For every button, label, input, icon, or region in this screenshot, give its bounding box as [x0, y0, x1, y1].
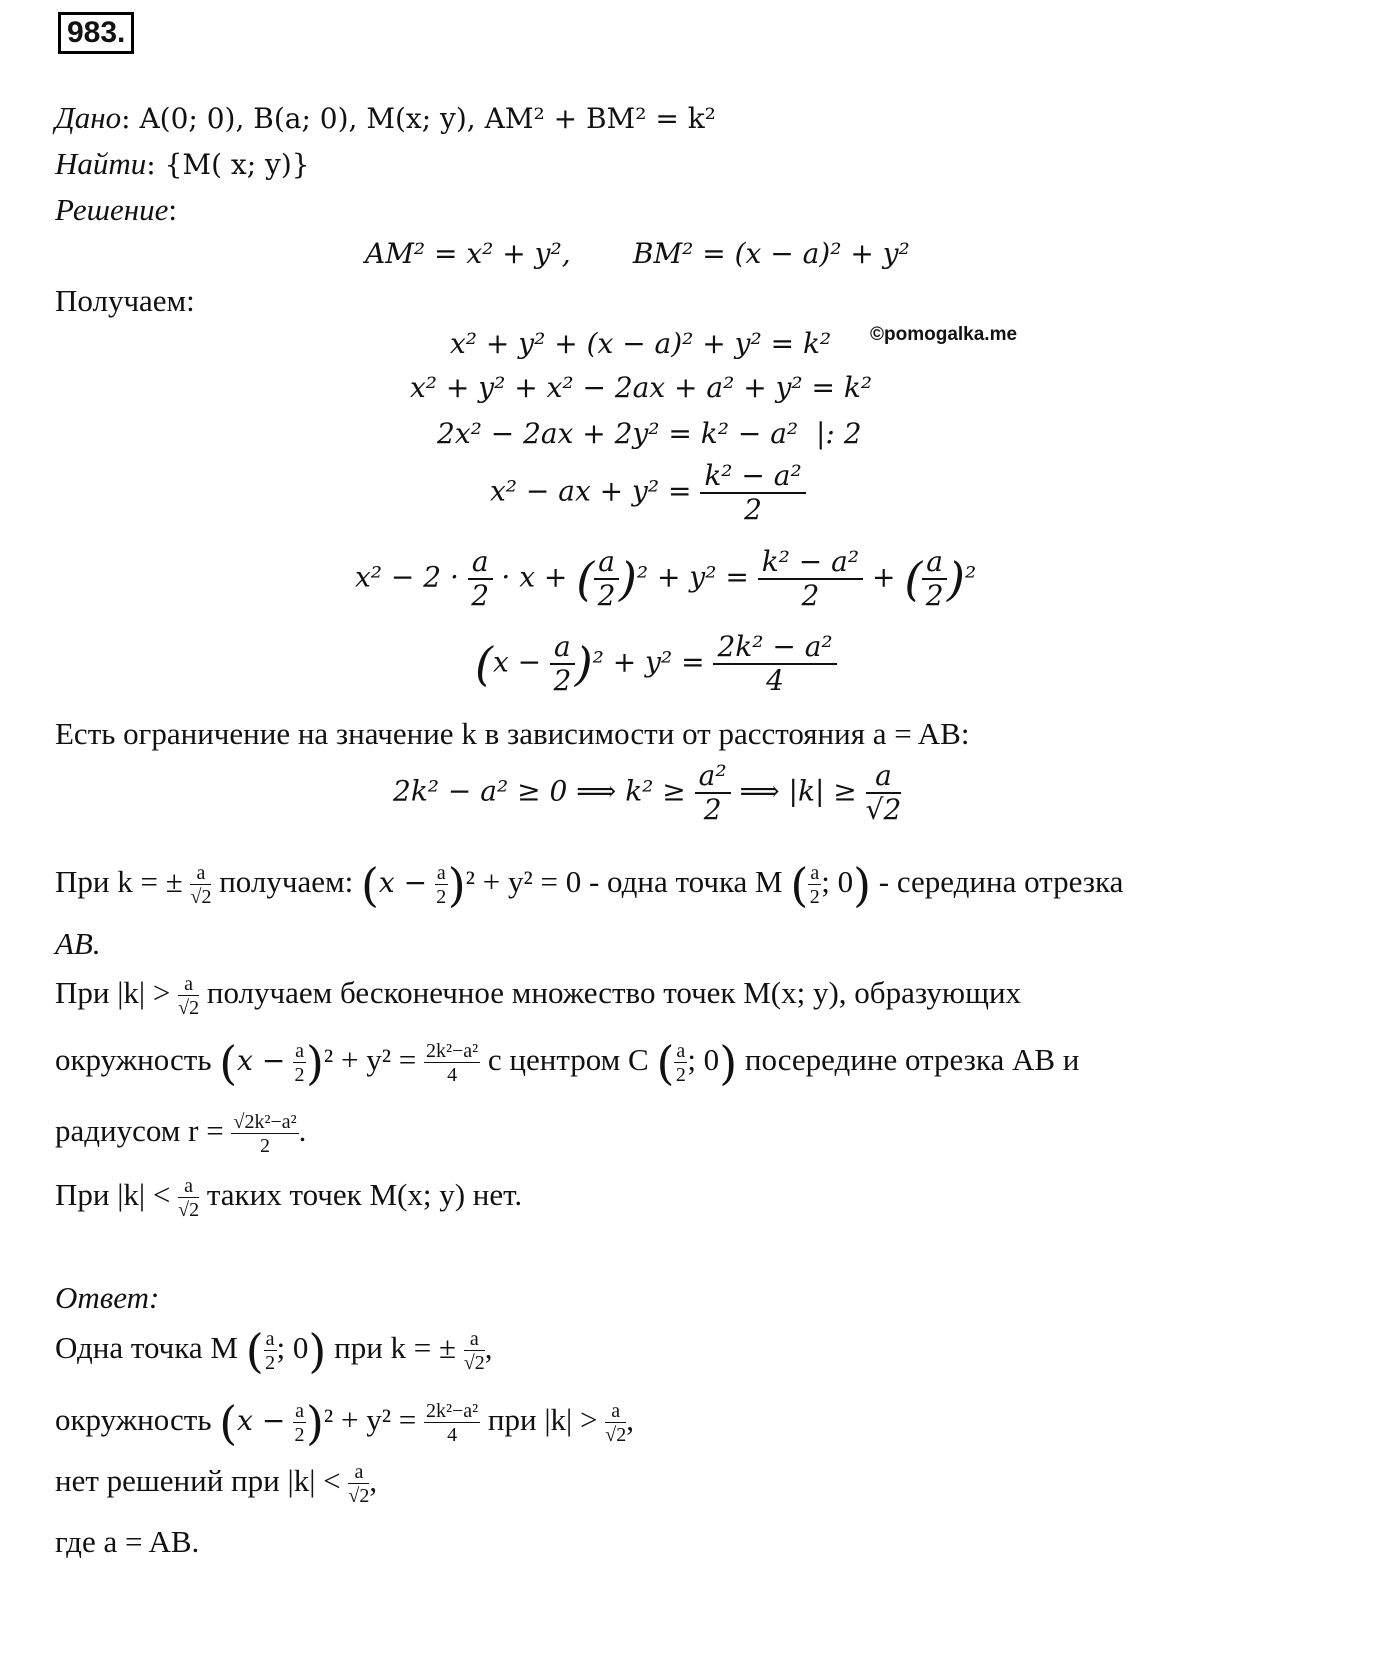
text-part: окружность: [55, 1042, 212, 1078]
text-part: получаем:: [219, 864, 354, 900]
fraction-denominator: 2: [436, 886, 447, 908]
solution-line: [55, 194, 177, 225]
fraction: [695, 759, 731, 826]
text-part: .: [298, 1113, 307, 1149]
eq-simplified: 2x² − 2ax + 2y² = k² − a² |: 2: [437, 417, 862, 450]
right-paren: ): [719, 1036, 738, 1090]
text-part: при k = ±: [334, 1330, 457, 1366]
fraction-denominator: 2: [597, 579, 616, 612]
text-part: ² + y² =: [323, 1402, 417, 1438]
fraction-numerator: a: [178, 1176, 199, 1198]
fraction-denominator: √2: [348, 1485, 370, 1507]
text-part: x −: [237, 1044, 286, 1078]
fraction-denominator: 2: [553, 664, 572, 697]
answer-line2: [55, 1396, 634, 1450]
case-less-line: [55, 1176, 522, 1220]
fraction-numerator: a: [605, 1401, 626, 1423]
fraction-numerator: 2k²−a²: [425, 1040, 479, 1062]
eq-part: 2k² − a² ≥ 0 ⟹ k² ≥: [393, 774, 686, 808]
eq-part: · x +: [501, 560, 568, 594]
fraction-denominator: 2: [703, 793, 722, 826]
text-part: посередине отрезка AB и: [744, 1042, 1080, 1078]
right-paren: ): [574, 637, 593, 691]
fraction-denominator: 2: [801, 579, 820, 612]
fraction-denominator: √2: [178, 997, 200, 1019]
case-equal-ab: AB.: [55, 926, 101, 961]
fraction-denominator: √2: [190, 886, 212, 908]
answer-label: Ответ:: [55, 1280, 160, 1315]
find-label: Найти: [55, 146, 147, 181]
fraction-denominator: 2: [744, 493, 762, 526]
eq-expanded: x² + y² + x² − 2ax + a² + y² = k²: [410, 371, 873, 404]
left-paren: (: [360, 858, 379, 912]
text-part: нет решений при |k| <: [55, 1463, 341, 1499]
eq-completing-square: [355, 545, 977, 612]
text-part: радиусом r =: [55, 1113, 224, 1149]
fraction-numerator: a: [295, 1040, 304, 1062]
left-paren: (: [576, 552, 595, 606]
text-part: ; 0: [821, 864, 854, 900]
fraction-numerator: a: [436, 862, 446, 884]
find-line: [55, 148, 310, 179]
fraction: [293, 1401, 306, 1445]
fraction: [865, 759, 902, 826]
text-part: таких точек M(x; y) нет.: [206, 1177, 523, 1213]
eq-restriction: [393, 759, 902, 826]
fraction-numerator: a: [295, 1400, 304, 1422]
text-part: при |k| >: [487, 1402, 598, 1438]
right-paren: ): [947, 552, 965, 606]
fraction: [190, 863, 211, 907]
fraction: [674, 1041, 687, 1085]
eq-sum: x² + y² + (x − a)² + y² = k²: [450, 327, 832, 360]
text-part: с центром C: [487, 1042, 649, 1078]
fraction: [713, 630, 836, 697]
text-part: окружность: [55, 1402, 212, 1438]
eq-halved-left: x² − ax + y² =: [490, 474, 692, 508]
text-part: ² + y² = 0 - одна точка M: [465, 864, 783, 900]
given-label: Дано: [55, 100, 122, 135]
fraction-numerator: 2k²−a²: [425, 1400, 479, 1422]
text-part: При k = ±: [55, 864, 183, 900]
text-part: - середина отрезка: [878, 864, 1124, 900]
fraction: [424, 1041, 480, 1085]
answer-line4: где a = AB.: [55, 1524, 200, 1559]
fraction-numerator: a: [178, 974, 199, 996]
eq-circle: [475, 630, 837, 697]
fraction: [550, 630, 575, 697]
fraction-numerator: a: [464, 1329, 485, 1351]
left-paren: (: [790, 858, 809, 912]
fraction-denominator: 2: [265, 1352, 276, 1374]
eq-part: x −: [492, 645, 542, 679]
fraction: [424, 1401, 480, 1445]
text-part: ,: [626, 1402, 634, 1438]
fraction-denominator: √2: [865, 793, 902, 826]
fraction-numerator: a: [676, 1040, 686, 1062]
left-paren: (: [656, 1036, 675, 1090]
eq-part: ² + y² =: [592, 645, 705, 679]
fraction-denominator: 2: [925, 579, 944, 612]
text-part: ,: [369, 1463, 378, 1499]
fraction: [435, 863, 448, 907]
fraction-numerator: a: [348, 1462, 369, 1484]
given-text: : A(0; 0), B(a; 0), M(x; y), AM² + BM² = k²: [121, 102, 716, 135]
we-get-text: Получаем:: [55, 283, 195, 318]
fraction: [594, 545, 619, 612]
fraction-denominator: √2: [463, 1352, 485, 1374]
left-paren: (: [219, 1396, 238, 1450]
fraction-numerator: a: [265, 1328, 275, 1350]
text-part: При |k| >: [55, 975, 171, 1011]
find-text: : {M( x; y)}: [146, 148, 310, 181]
eq-part: +: [871, 560, 896, 594]
solution-colon: :: [168, 192, 177, 227]
text-part: x −: [237, 1404, 286, 1438]
fraction: [231, 1112, 298, 1156]
left-paren: (: [904, 552, 923, 606]
text-part: При |k| <: [55, 1177, 171, 1213]
text-part: ² + y² =: [323, 1042, 417, 1078]
text-part: Одна точка M: [55, 1330, 238, 1366]
text-part: x −: [378, 866, 428, 900]
fraction-denominator: 2: [471, 579, 490, 612]
answer-line3: [55, 1462, 377, 1506]
fraction-denominator: 2: [294, 1064, 305, 1086]
fraction-numerator: a: [468, 548, 493, 580]
eq-part: ² + y² =: [636, 560, 749, 594]
solution-label: Решение: [55, 192, 169, 227]
fraction-numerator: a: [190, 863, 211, 885]
fraction: [178, 1176, 199, 1220]
text-part: получаем бесконечное множество точек M(x; y), образующих: [206, 975, 1022, 1011]
fraction-denominator: 4: [447, 1064, 458, 1086]
eq-distances: AM² = x² + y², BM² = (x − a)² + y²: [365, 237, 910, 270]
fraction: [178, 974, 199, 1018]
fraction-denominator: 2: [260, 1135, 271, 1157]
eq-halved: [490, 459, 806, 526]
answer-line1: [55, 1324, 493, 1378]
left-paren: (: [219, 1036, 238, 1090]
eq-part: ²: [964, 560, 977, 594]
restriction-text: Есть ограничение на значение k в зависимости от расстояния a = AB:: [55, 716, 970, 751]
case-greater-line2: [55, 1036, 1080, 1090]
fraction: [808, 863, 821, 907]
fraction: [348, 1462, 369, 1506]
fraction-denominator: 2: [675, 1064, 686, 1086]
right-paren: ): [853, 858, 872, 912]
right-paren: ): [305, 1036, 324, 1090]
fraction: [922, 545, 947, 612]
fraction-numerator: 2k² − a²: [713, 633, 836, 665]
fraction-numerator: a: [922, 548, 947, 580]
fraction: [464, 1329, 485, 1373]
fraction-numerator: a: [594, 548, 619, 580]
problem-number: 983.: [58, 12, 134, 54]
given-line: [55, 102, 716, 133]
fraction: [758, 545, 863, 612]
fraction-numerator: k² − a²: [700, 462, 805, 494]
right-paren: ): [618, 552, 637, 606]
text-part: ,: [484, 1330, 493, 1366]
fraction-denominator: 2: [294, 1424, 305, 1446]
fraction-denominator: 2: [809, 886, 820, 908]
fraction-numerator: k² − a²: [758, 548, 863, 580]
case-greater-line1: [55, 974, 1021, 1018]
fraction-numerator: a²: [695, 762, 731, 794]
eq-part: x² − 2 ·: [355, 560, 459, 594]
fraction-denominator: 4: [766, 664, 784, 697]
fraction-denominator: √2: [605, 1424, 627, 1446]
fraction: [293, 1041, 306, 1085]
fraction: [700, 459, 805, 526]
eq-part: ⟹ |k| ≥: [739, 774, 857, 808]
text-part: ; 0: [276, 1330, 309, 1366]
fraction-numerator: a: [866, 762, 902, 794]
case-equal-line: [55, 858, 1124, 912]
right-paren: ): [305, 1396, 324, 1450]
fraction-denominator: √2: [178, 1199, 200, 1221]
fraction-numerator: a: [810, 862, 820, 884]
case-greater-line3: [55, 1112, 306, 1156]
fraction-denominator: 4: [447, 1424, 458, 1446]
fraction: [264, 1329, 277, 1373]
right-paren: ): [447, 858, 466, 912]
left-paren: (: [475, 637, 493, 691]
left-paren: (: [245, 1324, 264, 1378]
fraction: [468, 545, 493, 612]
fraction: [605, 1401, 626, 1445]
watermark: ©pomogalka.me: [870, 324, 1018, 345]
right-paren: ): [308, 1324, 327, 1378]
fraction-numerator: a: [550, 633, 575, 665]
text-part: ; 0: [687, 1042, 720, 1078]
fraction-numerator: √2k²−a²: [233, 1111, 297, 1133]
